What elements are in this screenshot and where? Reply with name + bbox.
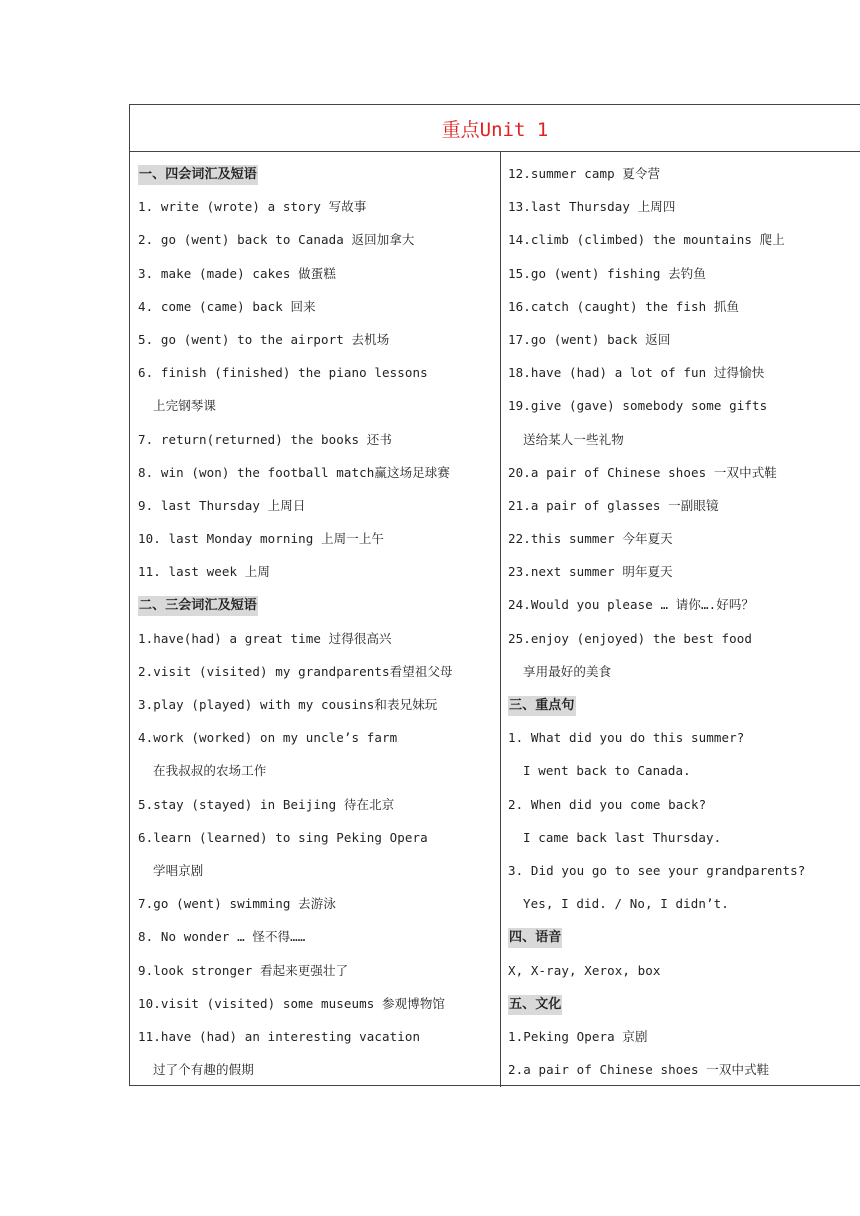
section-heading: 四、语音 xyxy=(508,928,562,948)
list-item-text: 4.work (worked) on my uncle’s farm xyxy=(138,730,398,746)
list-item-text: 24.Would you please … 请你….好吗？ xyxy=(508,597,755,613)
list-item xyxy=(138,891,500,924)
list-item xyxy=(508,891,860,924)
table-body xyxy=(130,152,860,1087)
list-item xyxy=(508,592,860,625)
list-item-text: 9. last Thursday 上周日 xyxy=(138,497,306,513)
list-item-text: 23.next summer 明年夏天 xyxy=(508,564,673,580)
list-item-text: 送给某人一些礼物 xyxy=(523,431,624,447)
list-item-text: X, X-ray, Xerox, box xyxy=(508,962,661,978)
list-item xyxy=(508,659,860,692)
list-item-text: 11.have (had) an interesting vacation xyxy=(138,1028,421,1044)
list-item xyxy=(508,1024,860,1057)
list-item xyxy=(508,393,860,426)
list-item-text: 7.go (went) swimming 去游泳 xyxy=(138,896,336,912)
list-item-text: 2.a pair of Chinese shoes 一双中式鞋 xyxy=(508,1062,770,1078)
list-item xyxy=(138,261,500,294)
left-column xyxy=(130,152,501,1087)
list-item xyxy=(138,858,500,891)
list-item-text: 13.last Thursday 上周四 xyxy=(508,199,676,215)
list-item xyxy=(508,427,860,460)
section-heading: 二、三会词汇及短语 xyxy=(138,596,258,616)
list-item-text: 1. What did you do this summer? xyxy=(508,730,745,746)
list-item xyxy=(138,460,500,493)
list-item-text: 1.Peking Opera 京剧 xyxy=(508,1028,648,1044)
list-item-text: 6.learn (learned) to sing Peking Opera xyxy=(138,829,428,845)
section-heading-row xyxy=(508,692,860,725)
list-item-text: 3. make (made) cakes 做蛋糕 xyxy=(138,265,336,281)
list-item xyxy=(138,825,500,858)
list-item-text: 享用最好的美食 xyxy=(523,663,612,679)
list-item-text: 2.visit (visited) my grandparents看望祖父母 xyxy=(138,663,453,679)
list-item-text: 学唱京剧 xyxy=(153,862,204,878)
list-item-text: 6. finish (finished) the piano lessons xyxy=(138,365,428,381)
section-heading: 三、重点句 xyxy=(508,696,576,716)
list-item xyxy=(508,626,860,659)
section-heading-row xyxy=(138,161,500,194)
list-item xyxy=(508,725,860,758)
list-item xyxy=(508,493,860,526)
section-heading-row xyxy=(138,592,500,625)
list-item-text: 在我叔叔的农场工作 xyxy=(153,763,267,779)
list-item-text: 25.enjoy (enjoyed) the best food xyxy=(508,630,753,646)
list-item xyxy=(138,559,500,592)
list-item xyxy=(508,958,860,991)
list-item-text: 15.go (went) fishing 去钓鱼 xyxy=(508,265,706,281)
list-item xyxy=(138,626,500,659)
list-item xyxy=(508,460,860,493)
list-item xyxy=(138,393,500,426)
right-column xyxy=(501,152,860,1087)
vocabulary-table xyxy=(129,104,860,1086)
list-item xyxy=(508,792,860,825)
list-item-text: 20.a pair of Chinese shoes 一双中式鞋 xyxy=(508,464,777,480)
list-item xyxy=(138,227,500,260)
list-item-text: 3.play (played) with my cousins和表兄妹玩 xyxy=(138,697,438,712)
list-item-text: Yes, I did. / No, I didn’t. xyxy=(523,896,729,912)
section-heading-row xyxy=(508,991,860,1024)
list-item-text: 18.have (had) a lot of fun 过得愉快 xyxy=(508,365,765,381)
list-item-text: 1. write (wrote) a story 写故事 xyxy=(138,199,367,215)
list-item xyxy=(138,924,500,957)
list-item-text: 10.visit (visited) some museums 参观博物馆 xyxy=(138,995,446,1011)
list-item-text: 过了个有趣的假期 xyxy=(153,1062,254,1078)
list-item xyxy=(138,194,500,227)
list-item xyxy=(138,327,500,360)
list-item-text: 1.have(had) a great time 过得很高兴 xyxy=(138,630,392,646)
list-item xyxy=(508,559,860,592)
section-heading: 一、四会词汇及短语 xyxy=(138,165,258,185)
list-item-text: 7. return(returned) the books 还书 xyxy=(138,431,392,447)
list-item-text: 8. No wonder … 怪不得…… xyxy=(138,929,306,945)
list-item xyxy=(508,1057,860,1090)
list-item-text: 8. win (won) the football match赢这场足球赛 xyxy=(138,464,450,480)
list-item xyxy=(138,493,500,526)
list-item xyxy=(138,294,500,327)
list-item xyxy=(138,1024,500,1057)
list-item xyxy=(508,526,860,559)
list-item-text: 3. Did you go to see your grandparents? xyxy=(508,862,806,878)
list-item xyxy=(138,526,500,559)
list-item xyxy=(508,858,860,891)
title-row xyxy=(130,105,860,152)
list-item-text: 11. last week 上周 xyxy=(138,564,270,580)
list-item-text: 上完钢琴课 xyxy=(153,398,217,414)
list-item-text: 4. come (came) back 回来 xyxy=(138,298,316,314)
list-item xyxy=(508,360,860,393)
list-item-text: 10. last Monday morning 上周一上午 xyxy=(138,531,385,547)
list-item xyxy=(508,825,860,858)
list-item xyxy=(138,1057,500,1090)
list-item xyxy=(138,427,500,460)
list-item-text: 12.summer camp 夏令营 xyxy=(508,166,661,181)
list-item-text: 5. go (went) to the airport 去机场 xyxy=(138,331,390,347)
list-item-text: I went back to Canada. xyxy=(523,763,691,779)
list-item xyxy=(138,692,500,725)
list-item xyxy=(508,327,860,360)
list-item xyxy=(508,294,860,327)
page-title: 重点Unit 1 xyxy=(441,118,549,141)
list-item xyxy=(508,261,860,294)
list-item-text: 14.climb (climbed) the mountains 爬上 xyxy=(508,232,785,248)
list-item-text: 17.go (went) back 返回 xyxy=(508,331,671,347)
list-item xyxy=(138,725,500,758)
list-item-text: 9.look stronger 看起来更强壮了 xyxy=(138,962,349,978)
list-item-text: 16.catch (caught) the fish 抓鱼 xyxy=(508,298,740,314)
list-item xyxy=(508,161,860,194)
list-item-text: 22.this summer 今年夏天 xyxy=(508,531,673,547)
section-heading: 五、文化 xyxy=(508,995,562,1015)
list-item xyxy=(138,758,500,791)
list-item-text: 5.stay (stayed) in Beijing 待在北京 xyxy=(138,796,395,812)
list-item xyxy=(138,958,500,991)
list-item-text: 21.a pair of glasses 一副眼镜 xyxy=(508,497,719,513)
list-item xyxy=(508,758,860,791)
list-item-text: 19.give (gave) somebody some gifts xyxy=(508,398,768,414)
list-item xyxy=(138,991,500,1024)
list-item xyxy=(508,227,860,260)
list-item xyxy=(138,360,500,393)
list-item-text: I came back last Thursday. xyxy=(523,829,722,845)
section-heading-row xyxy=(508,924,860,957)
list-item-text: 2. go (went) back to Canada 返回加拿大 xyxy=(138,232,415,248)
list-item xyxy=(508,194,860,227)
list-item xyxy=(138,792,500,825)
list-item-text: 2. When did you come back? xyxy=(508,796,707,812)
list-item xyxy=(138,659,500,692)
